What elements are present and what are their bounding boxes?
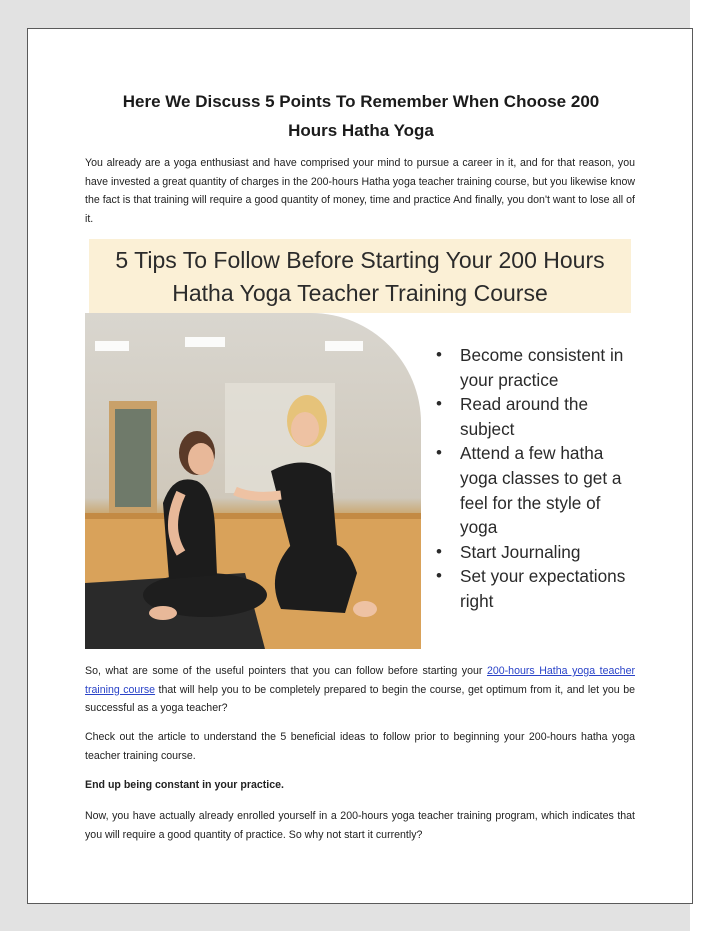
infographic-heading — [89, 239, 631, 313]
tip-item — [430, 441, 630, 539]
pointers-paragraph — [85, 662, 635, 718]
tip-text: Become consistent in your practice — [460, 345, 624, 390]
tip-text: Read around the subject — [460, 394, 589, 439]
yoga-class-illustration — [85, 313, 421, 649]
bullet-icon: • — [436, 345, 442, 364]
tip-item — [430, 343, 630, 392]
yoga-photo — [85, 313, 421, 649]
section-heading: End up being constant in your practice. — [85, 779, 284, 791]
pointers-text-after: that will help you to be completely prepared to begin the course, get optimum from it, and let you be successful as a yoga teacher? — [85, 683, 635, 714]
bullet-icon: • — [436, 443, 442, 463]
document-page — [27, 28, 693, 904]
tip-item — [430, 540, 630, 565]
section-body: Now, you have actually already enrolled yourself in a 200-hours yoga teacher training program, which indicates that you will require a good quantity of practice. So why not start it currently? — [85, 810, 635, 841]
bullet-icon: • — [436, 394, 442, 414]
bullet-icon: • — [436, 541, 442, 561]
tip-item — [430, 392, 630, 441]
check-out-paragraph: Check out the article to understand the 5 beneficial ideas to follow prior to beginning your 200-hours hatha yoga teacher training course. — [85, 731, 635, 762]
tip-text: Set your expectations right — [460, 566, 626, 611]
intro-paragraph: You already are a yoga enthusiast and have comprised your mind to pursue a career in it, and for that reason, you have invested a great quantity of charges in the 200-hours Hatha yoga teacher training course, but you likewise know the fact is that training will require a good quantity of money, time and practice And finally, you don't want to lose all of it. — [85, 157, 635, 225]
tip-text: Attend a few hatha yoga classes to get a feel for the style of yoga — [460, 443, 622, 538]
infographic-heading-line-1: 5 Tips To Follow Before Starting Your 200 Hours — [115, 247, 605, 273]
pointers-text-before: So, what are some of the useful pointers that you can follow before starting your — [85, 665, 487, 677]
tip-item — [430, 564, 630, 613]
article-title: Here We Discuss 5 Points To Remember When Choose 200 Hours Hatha Yoga — [122, 92, 600, 140]
tips-infographic — [85, 239, 635, 649]
infographic-heading-line-2: Hatha Yoga Teacher Training Course — [172, 280, 548, 306]
tip-text: Start Journaling — [460, 541, 581, 562]
tips-list — [430, 343, 630, 614]
bullet-icon: • — [436, 566, 442, 586]
right-margin — [690, 0, 720, 931]
course-link[interactable]: 200-hours Hatha yoga teacher training course — [85, 665, 635, 696]
